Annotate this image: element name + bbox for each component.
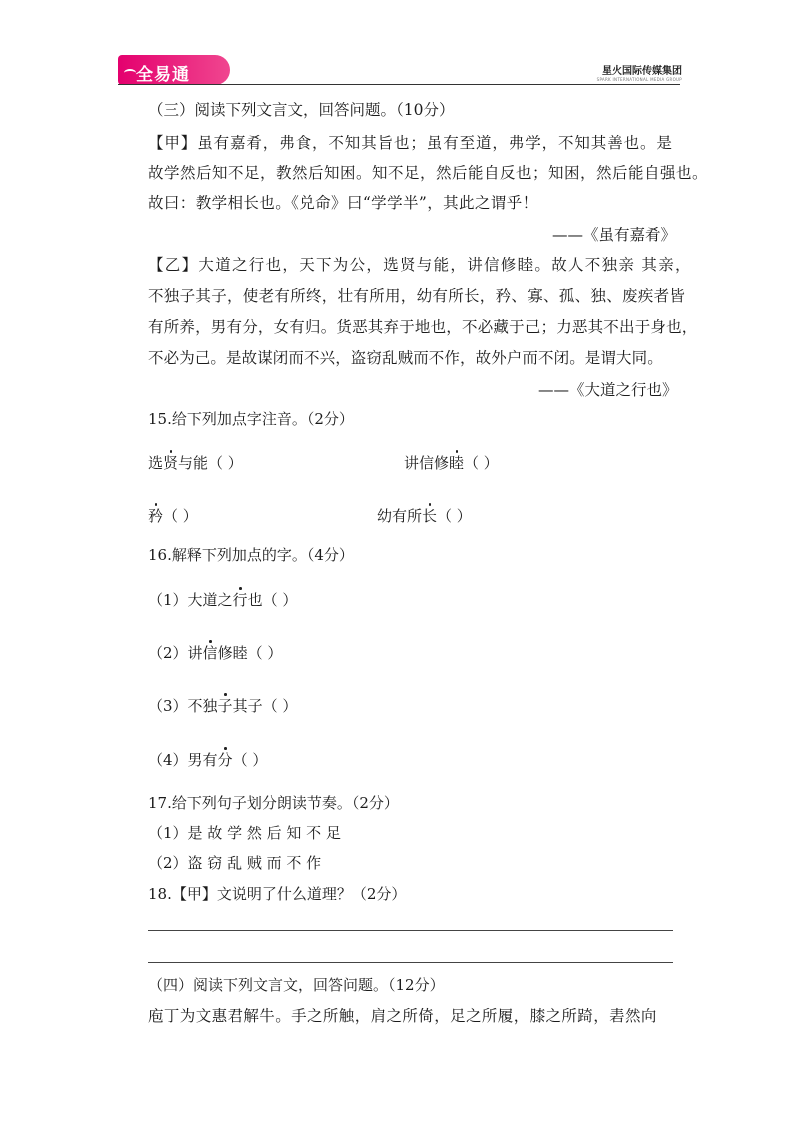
passage-jia-line: 故学然后知不足，教然后知困。知不足，然后能自反也；知困，然后能自强也。 (148, 164, 709, 182)
brand-english: SPARK INTERNATIONAL MEDIA GROUP (596, 77, 682, 82)
section-3-heading: （三）阅读下列文言文，回答问题。（10分） (148, 101, 455, 119)
passage-jia-line: 【甲】虽有嘉肴，弗食，不知其旨也；虽有至道，弗学，不知其善也。是 (148, 134, 673, 152)
q16-item: （4）男有分（ ） (148, 751, 268, 769)
emphasis-dot-char: 分 (217, 751, 233, 769)
header-rule (118, 84, 680, 85)
passage-jia-line: 故曰：教学相长也。《兑命》曰“学学半”，其此之谓乎！ (148, 194, 539, 212)
passage-yi-line: 【乙】大道之行也，天下为公，选贤与能，讲信修睦。故人不独亲 其亲， (148, 256, 692, 274)
emphasis-dot-char: 矜 (148, 507, 164, 525)
passage-4-line: 庖丁为文惠君解牛。手之所触，肩之所倚，足之所履，膝之所踦，砉然向 (148, 1007, 657, 1025)
passage-yi-line: 不独子其子，使老有所终，壮有所用，幼有所长，矜、寡、孤、独、废疾者皆 (148, 287, 686, 305)
q15-item-c: 矜（ ） (148, 507, 198, 525)
question-18-title: 18.【甲】文说明了什么道理？（2分） (148, 885, 407, 903)
quanyitong-logo: 全易通 (118, 55, 230, 85)
question-16-title: 16.解释下列加点的字。（4分） (148, 546, 354, 564)
answer-line (148, 930, 673, 931)
passage-jia-source: ——《虽有嘉肴》 (552, 226, 677, 244)
publisher-brand (597, 62, 682, 82)
answer-line (148, 962, 673, 963)
passage-yi-line: 有所养，男有分，女有归。货恶其弃于地也，不必藏于己；力恶其不出于身也， (148, 318, 698, 336)
question-15-title: 15.给下列加点字注音。（2分） (148, 410, 354, 428)
emphasis-dot-char: 行 (232, 591, 248, 609)
question-17-title: 17.给下列句子划分朗读节奏。（2分） (148, 794, 399, 812)
emphasis-dot-char: 信 (202, 644, 218, 662)
section-4-heading: （四）阅读下列文言文，回答问题。（12分） (148, 976, 445, 994)
passage-yi-source: ——《大道之行也》 (538, 381, 678, 399)
q16-item: （3）不独子其子（ ） (148, 697, 298, 715)
q17-sentence: （1）是 故 学 然 后 知 不 足 (148, 824, 341, 842)
q17-sentence: （2）盗 窃 乱 贼 而 不 作 (148, 854, 322, 872)
q15-item-b: 讲信修睦（ ） (404, 454, 499, 472)
passage-yi-line: 不必为己。是故谋闭而不兴，盗窃乱贼而不作，故外户而不闭。是谓大同。 (148, 349, 663, 367)
emphasis-dot-char: 子 (217, 697, 233, 715)
emphasis-dot-char: 长 (422, 507, 438, 525)
q16-item: （2）讲信修睦（ ） (148, 644, 283, 662)
q15-item-d: 幼有所长（ ） (377, 507, 472, 525)
brand-chinese: 星火国际传媒集团 (602, 66, 682, 77)
q15-item-a: 选贤与能（ ） (148, 454, 243, 472)
emphasis-dot-char: 睦 (449, 454, 465, 472)
q16-item: （1）大道之行也（ ） (148, 591, 298, 609)
emphasis-dot-char: 贤 (163, 454, 179, 472)
